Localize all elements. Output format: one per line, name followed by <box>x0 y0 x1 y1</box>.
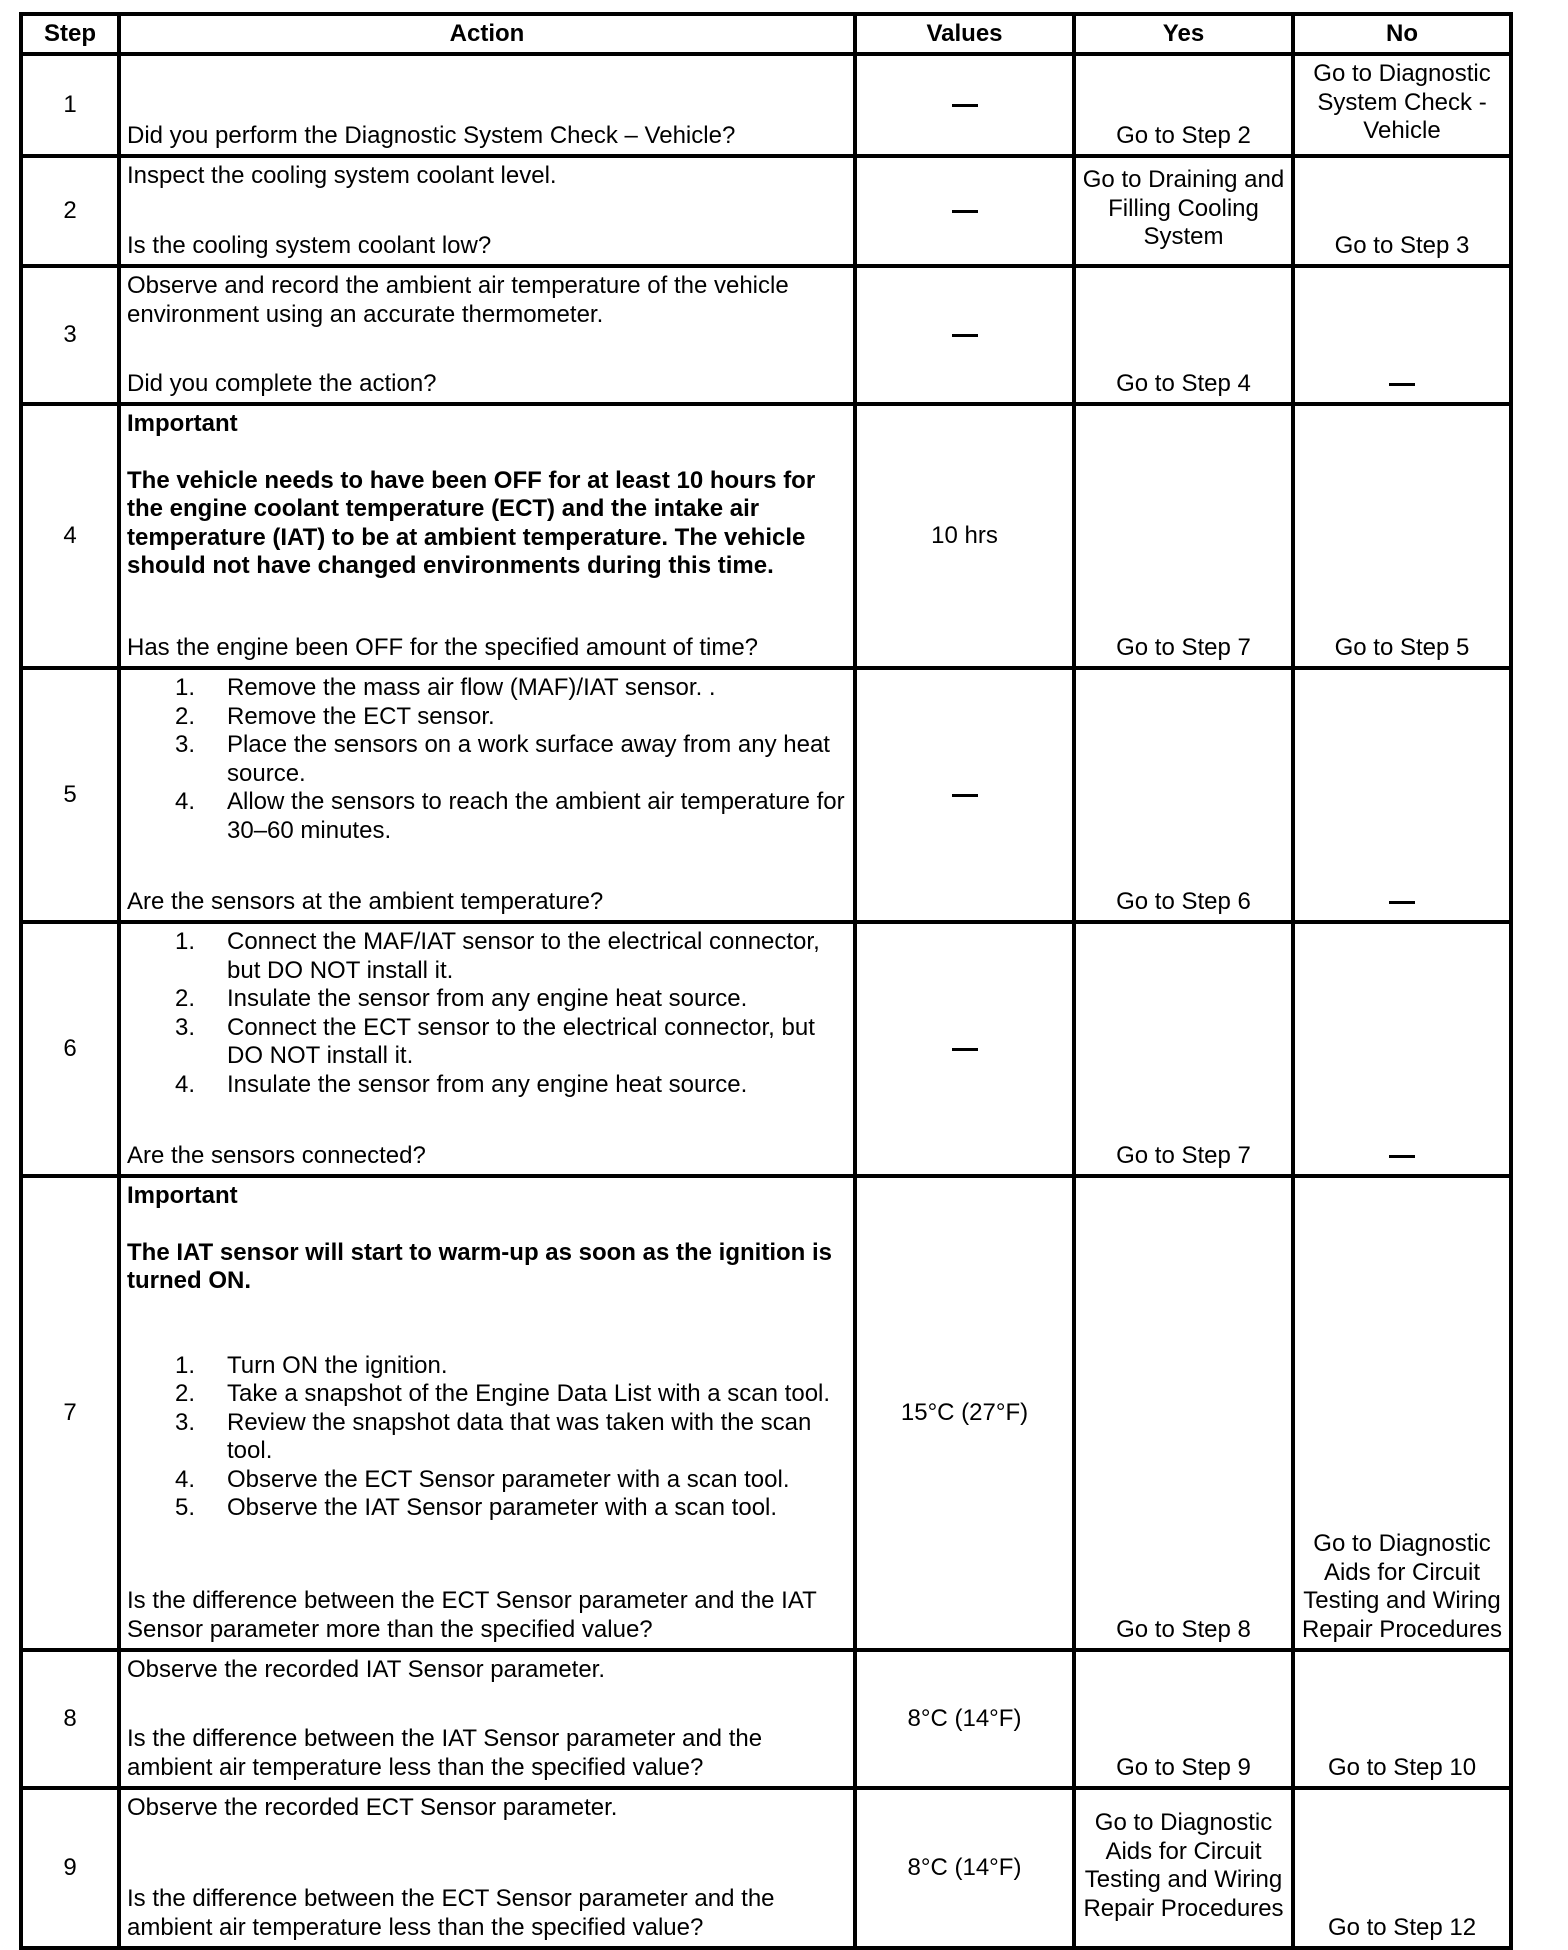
spacer <box>127 439 849 467</box>
procedure-item <box>127 1071 849 1100</box>
action-cell <box>119 266 855 404</box>
no-content <box>1295 370 1509 403</box>
header-yes: Yes <box>1074 14 1293 54</box>
values-text: 10 hrs <box>931 522 998 549</box>
no-content <box>1295 1754 1509 1787</box>
procedure-item-text: Turn ON the ignition. <box>227 1351 448 1379</box>
yes-cell <box>1074 54 1293 156</box>
action-question: Is the difference between the ECT Sensor parameter and the ambient air temperature less than the specified value? <box>127 1885 775 1941</box>
no-text: Go to Step 5 <box>1334 633 1470 661</box>
action-content <box>121 56 853 63</box>
no-cell <box>1293 1788 1511 1948</box>
procedure-item-number: 5. <box>175 1494 196 1521</box>
values-cell <box>855 1176 1074 1650</box>
yes-text: Go to Step 8 <box>1116 1615 1251 1643</box>
no-content <box>1295 1530 1509 1648</box>
step-number: 7 <box>21 1176 119 1650</box>
action-content <box>121 924 853 1102</box>
procedure-item-text: Remove the ECT sensor. <box>227 702 495 730</box>
table-row <box>21 1788 1511 1948</box>
spacer <box>127 581 849 609</box>
values-text: 8°C (14°F) <box>907 1854 1022 1881</box>
action-content <box>121 670 853 848</box>
action-question: Is the difference between the ECT Sensor parameter and the IAT Sensor parameter more than the specified value? <box>127 1587 817 1643</box>
no-content <box>1295 888 1509 921</box>
no-cell <box>1293 1650 1511 1788</box>
no-content <box>1295 1142 1509 1175</box>
action-content <box>121 406 853 612</box>
action-cell <box>119 1176 855 1650</box>
procedure-item-text: Allow the sensors to reach the ambient air temperature for 30–60 minutes. <box>227 788 845 844</box>
step-number: 1 <box>21 54 119 156</box>
values-cell <box>855 1650 1074 1788</box>
table-body <box>21 54 1511 1948</box>
no-text: Go to Step 12 <box>1327 1913 1477 1941</box>
action-question: Are the sensors connected? <box>127 1141 426 1169</box>
yes-cell <box>1074 668 1293 922</box>
values-cell <box>855 922 1074 1176</box>
action-cell <box>119 54 855 156</box>
action-question: Are the sensors at the ambient temperature? <box>127 887 604 915</box>
procedure-item <box>127 731 849 788</box>
no-cell <box>1293 922 1511 1176</box>
yes-cell <box>1074 1650 1293 1788</box>
action-cell <box>119 1788 855 1948</box>
action-content <box>121 158 853 194</box>
values-text-dash <box>952 210 978 213</box>
action-content <box>121 1652 853 1688</box>
no-text: Go to Step 3 <box>1334 231 1470 259</box>
values-text-dash <box>952 104 978 107</box>
yes-text: Go to Diagnostic Aids for Circuit Testing and Wiring Repair Procedures <box>1083 1809 1284 1922</box>
action-content <box>121 1790 853 1826</box>
step-number: 4 <box>21 404 119 668</box>
procedure-item-number: 1. <box>175 1351 196 1379</box>
no-text-dash <box>1389 383 1415 386</box>
procedure-item <box>127 928 849 985</box>
no-cell <box>1293 156 1511 266</box>
procedure-item <box>127 1014 849 1071</box>
procedure-item-text: Connect the ECT sensor to the electrical connector, but DO NOT install it. <box>227 1013 815 1069</box>
procedure-list <box>127 1352 849 1523</box>
yes-text: Go to Step 7 <box>1116 633 1251 661</box>
no-text: Go to Diagnostic System Check - Vehicle <box>1313 60 1491 145</box>
procedure-item <box>127 703 849 732</box>
header-values: Values <box>855 14 1074 54</box>
table-row <box>21 668 1511 922</box>
procedure-list <box>127 928 849 1099</box>
procedure-item <box>127 788 849 845</box>
procedure-item-number: 2. <box>175 985 196 1012</box>
yes-content <box>1076 166 1291 256</box>
procedure-item-text: Observe the IAT Sensor parameter with a scan tool. <box>227 1494 778 1521</box>
procedure-item-number: 1. <box>175 674 196 701</box>
yes-content <box>1076 370 1291 403</box>
values-cell <box>855 266 1074 404</box>
step-number: 3 <box>21 266 119 404</box>
procedure-item-number: 2. <box>175 1380 196 1407</box>
step-number: 6 <box>21 922 119 1176</box>
table-row <box>21 266 1511 404</box>
procedure-item-text: Review the snapshot data that was taken with the scan tool. <box>227 1408 812 1464</box>
action-question: Did you complete the action? <box>127 369 437 397</box>
values-cell <box>855 54 1074 156</box>
no-cell <box>1293 404 1511 668</box>
procedure-item <box>127 985 849 1014</box>
values-text-dash <box>952 794 978 797</box>
yes-content <box>1076 122 1291 155</box>
step-number: 5 <box>21 668 119 922</box>
procedure-item-text: Observe the ECT Sensor parameter with a scan tool. <box>227 1465 790 1493</box>
no-text: Go to Step 10 <box>1327 1753 1477 1781</box>
no-content <box>1295 232 1509 265</box>
no-cell <box>1293 668 1511 922</box>
spacer <box>127 1211 849 1239</box>
step-number: 8 <box>21 1650 119 1788</box>
yes-cell <box>1074 1788 1293 1948</box>
no-text-dash <box>1389 1155 1415 1158</box>
important-text: The IAT sensor will start to warm-up as soon as the ignition is turned ON. <box>127 1238 832 1294</box>
procedure-item-number: 3. <box>175 1013 196 1041</box>
procedure-item-text: Insulate the sensor from any engine heat source. <box>227 1070 748 1098</box>
values-cell <box>855 404 1074 668</box>
yes-content <box>1076 634 1291 667</box>
procedure-item-number: 4. <box>175 1465 196 1493</box>
yes-cell <box>1074 922 1293 1176</box>
no-content <box>1295 634 1509 667</box>
values-cell <box>855 156 1074 266</box>
yes-text: Go to Step 4 <box>1116 369 1251 397</box>
no-cell <box>1293 1176 1511 1650</box>
yes-cell <box>1074 266 1293 404</box>
procedure-item <box>127 1380 849 1409</box>
action-content <box>121 268 853 332</box>
yes-text: Go to Step 7 <box>1116 1141 1251 1169</box>
yes-cell <box>1074 156 1293 266</box>
table-row <box>21 54 1511 156</box>
procedure-item-number: 4. <box>175 788 196 815</box>
yes-text: Go to Draining and Filling Cooling System <box>1082 166 1285 251</box>
procedure-item <box>127 674 849 703</box>
yes-text: Go to Step 9 <box>1116 1753 1251 1781</box>
procedure-item-number: 3. <box>175 731 196 758</box>
values-text: 8°C (14°F) <box>907 1705 1022 1732</box>
action-question: Did you perform the Diagnostic System Check – Vehicle? <box>127 121 736 149</box>
action-question: Is the cooling system coolant low? <box>127 231 492 259</box>
yes-cell <box>1074 404 1293 668</box>
procedure-item-number: 1. <box>175 928 196 955</box>
action-cell <box>119 1650 855 1788</box>
procedure-item-text: Insulate the sensor from any engine heat source. <box>227 985 748 1012</box>
values-text: 15°C (27°F) <box>900 1399 1029 1426</box>
table-row <box>21 404 1511 668</box>
no-content <box>1295 60 1509 150</box>
table-row <box>21 1176 1511 1650</box>
action-cell <box>119 668 855 922</box>
yes-content <box>1076 1754 1291 1787</box>
no-cell <box>1293 266 1511 404</box>
procedure-item-number: 2. <box>175 702 196 730</box>
action-instruction: Observe the recorded IAT Sensor parameter. <box>127 1656 606 1683</box>
no-content <box>1295 1914 1509 1947</box>
action-cell <box>119 156 855 266</box>
procedure-item <box>127 1494 849 1523</box>
important-title: Important <box>127 410 238 437</box>
step-number: 9 <box>21 1788 119 1948</box>
yes-content <box>1076 1142 1291 1175</box>
values-cell <box>855 1788 1074 1948</box>
procedure-item-number: 4. <box>175 1070 196 1098</box>
step-number: 2 <box>21 156 119 266</box>
action-question: Has the engine been OFF for the specified amount of time? <box>127 633 759 661</box>
diagnostic-table <box>19 12 1513 1950</box>
table-row <box>21 156 1511 266</box>
no-text: Go to Diagnostic Aids for Circuit Testing and Wiring Repair Procedures <box>1301 1530 1503 1643</box>
action-content <box>121 1178 853 1526</box>
spacer <box>127 1296 849 1352</box>
header-step: Step <box>21 14 119 54</box>
procedure-item <box>127 1466 849 1495</box>
important-title: Important <box>127 1182 238 1209</box>
values-cell <box>855 668 1074 922</box>
procedure-list <box>127 674 849 845</box>
action-question: Is the difference between the IAT Sensor parameter and the ambient air temperature less than the specified value? <box>127 1725 763 1781</box>
yes-content <box>1076 1616 1291 1649</box>
header-row <box>21 14 1511 54</box>
action-instruction: Observe and record the ambient air temperature of the vehicle environment using an accurate thermometer. <box>127 272 789 328</box>
no-cell <box>1293 54 1511 156</box>
yes-text: Go to Step 6 <box>1116 887 1251 915</box>
action-instruction: Observe the recorded ECT Sensor parameter. <box>127 1794 618 1821</box>
procedure-item <box>127 1409 849 1466</box>
important-text: The vehicle needs to have been OFF for at least 10 hours for the engine coolant temperature (ECT) and the intake air temperature (IAT) to be at ambient temperature. The vehicle should not have changed environments during this time. <box>127 466 816 579</box>
procedure-item-text: Remove the mass air flow (MAF)/IAT sensor. . <box>227 674 716 701</box>
action-cell <box>119 922 855 1176</box>
procedure-item-text: Place the sensors on a work surface away from any heat source. <box>227 731 830 787</box>
procedure-item-number: 3. <box>175 1408 196 1436</box>
header-action: Action <box>119 14 855 54</box>
table-row <box>21 1650 1511 1788</box>
values-text-dash <box>952 1048 978 1051</box>
procedure-item-text: Connect the MAF/IAT sensor to the electrical connector, but DO NOT install it. <box>227 928 820 984</box>
procedure-item-text: Take a snapshot of the Engine Data List with a scan tool. <box>227 1380 831 1407</box>
yes-cell <box>1074 1176 1293 1650</box>
header-no: No <box>1293 14 1511 54</box>
procedure-item <box>127 1352 849 1381</box>
action-instruction: Inspect the cooling system coolant level. <box>127 162 557 189</box>
table-row <box>21 922 1511 1176</box>
values-text-dash <box>952 334 978 337</box>
action-cell <box>119 404 855 668</box>
yes-content <box>1076 1809 1291 1927</box>
yes-text: Go to Step 2 <box>1116 121 1251 149</box>
yes-content <box>1076 888 1291 921</box>
no-text-dash <box>1389 901 1415 904</box>
